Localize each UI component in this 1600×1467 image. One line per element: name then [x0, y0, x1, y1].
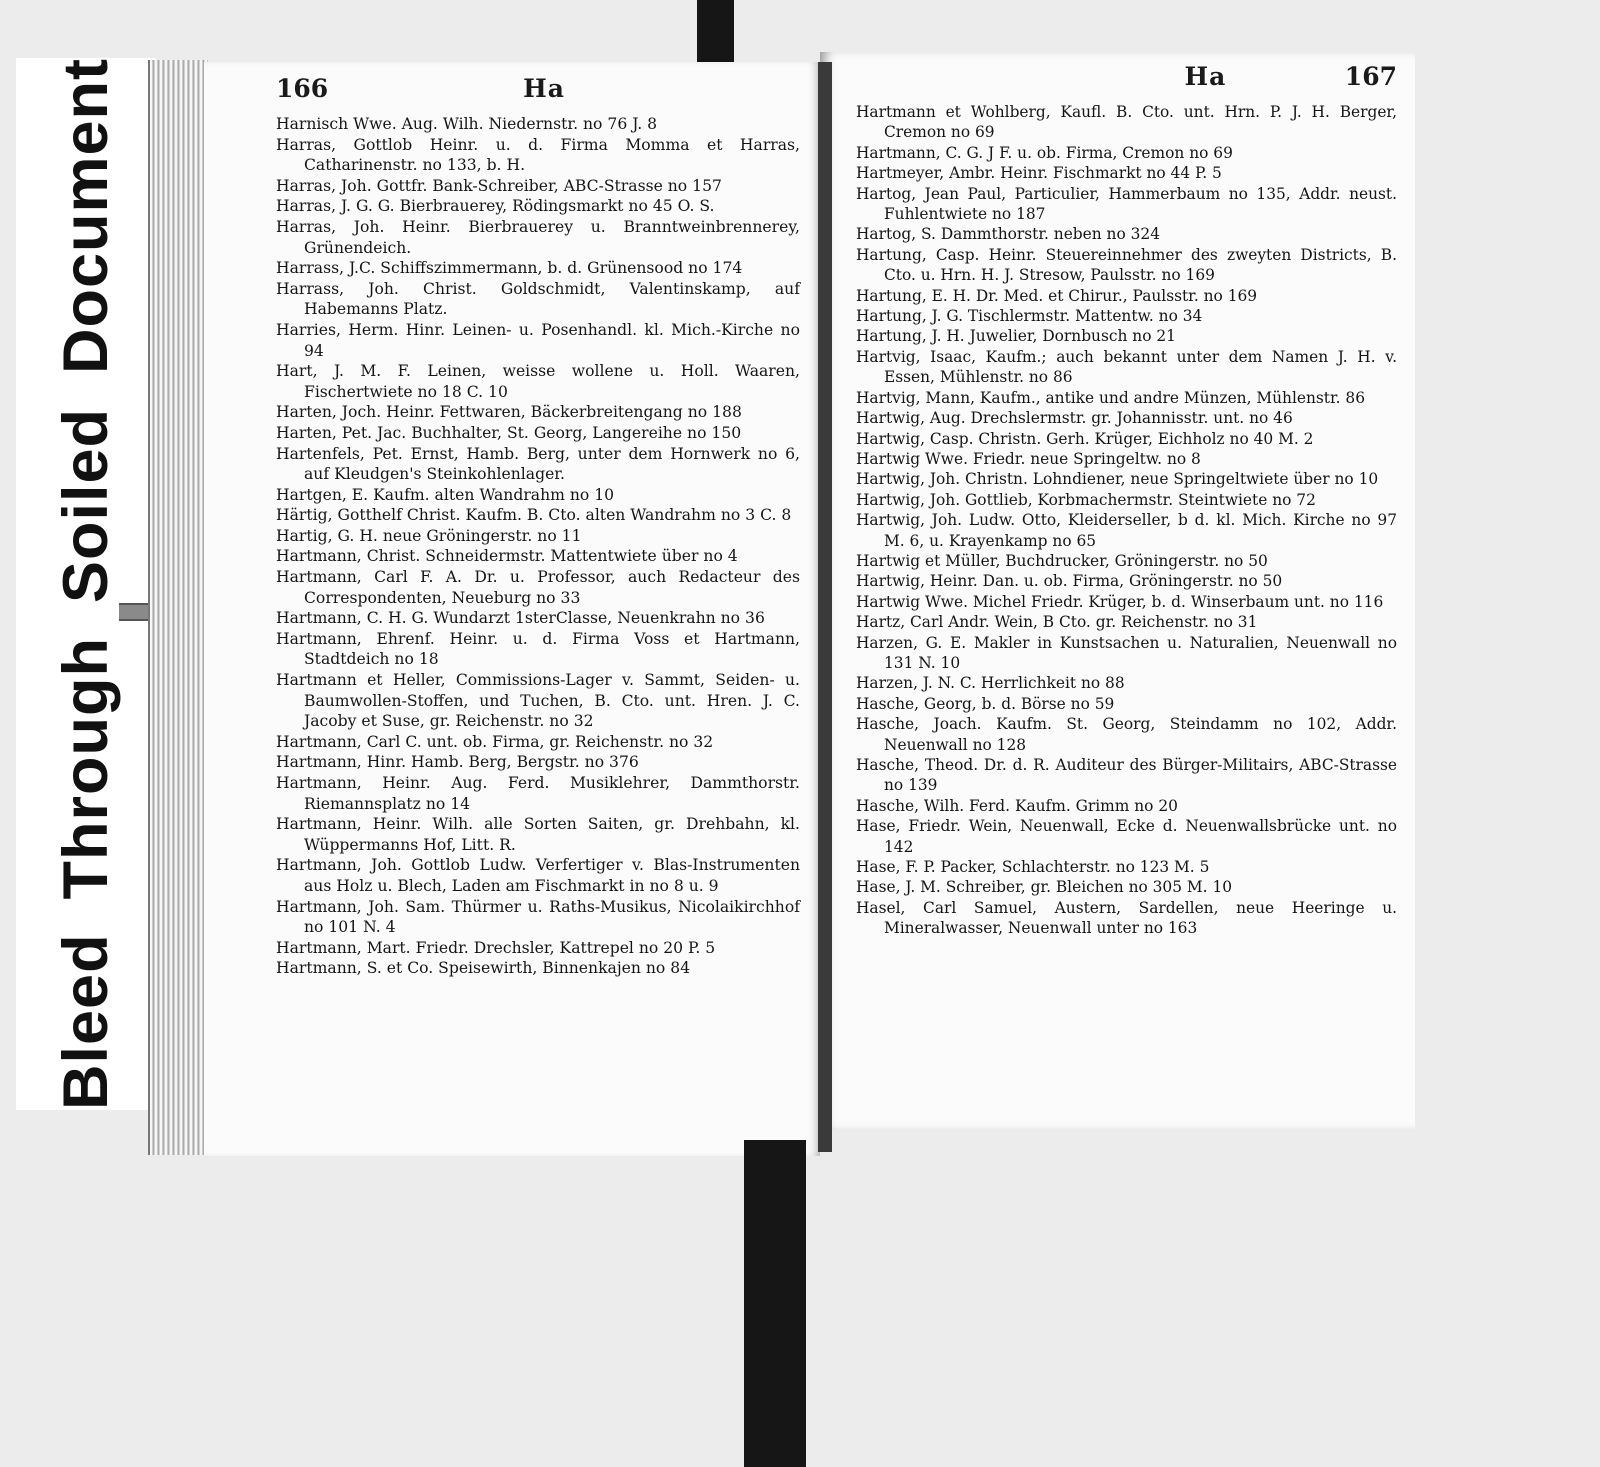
directory-entry: Harras, Gottlob Heinr. u. d. Firma Momma et Harras, Catharinenstr. no 133, b. H.	[276, 135, 800, 175]
directory-entry: Hartmann, Carl F. A. Dr. u. Professor, auch Redacteur des Correspondenten, Neueburg no 33	[276, 568, 800, 607]
left-page-number: 166	[276, 74, 329, 103]
directory-entry: Hartvig, Mann, Kaufm., antike und andre Münzen, Mühlenstr. 86	[856, 388, 1366, 407]
directory-entry: Hartz, Carl Andr. Wein, B Cto. gr. Reichenstr. no 31	[856, 613, 1258, 632]
right-page	[820, 52, 1415, 1130]
directory-entry: Hartmann, Joh. Sam. Thürmer u. Raths-Musikus, Nicolaikirchhof no 101 N. 4	[276, 897, 800, 937]
left-entry-list	[276, 114, 800, 979]
right-entry-list	[856, 102, 1397, 939]
directory-entry: Hartwig Wwe. Michel Friedr. Krüger, b. d. Winserbaum unt. no 116	[856, 592, 1384, 611]
directory-entry: Hartog, S. Dammthorstr. neben no 324	[856, 225, 1161, 244]
label-word-document: Document	[51, 58, 121, 375]
directory-entry: Hartwig, Joh. Christn. Lohndiener, neue Springeltwiete über no 10	[856, 470, 1379, 489]
directory-entry: Hase, F. P. Packer, Schlachterstr. no 123 M. 5	[856, 858, 1210, 877]
directory-entry: Harras, J. G. G. Bierbrauerey, Rödingsmarkt no 45 O. S.	[276, 197, 715, 216]
binding-strap-bottom	[744, 1140, 806, 1467]
directory-entry: Hartwig, Casp. Christn. Gerh. Krüger, Eichholz no 40 M. 2	[856, 429, 1314, 448]
directory-entry: Hartwig, Heinr. Dan. u. ob. Firma, Gröningerstr. no 50	[856, 572, 1283, 591]
directory-entry: Hartmann, C. H. G. Wundarzt 1sterClasse, Neuenkrahn no 36	[276, 609, 765, 628]
directory-entry: Harnisch Wwe. Aug. Wilh. Niedernstr. no 76 J. 8	[276, 115, 658, 133]
book-page-edges	[148, 60, 208, 1155]
directory-entry: Hartung, J. G. Tischlermstr. Mattentw. no 34	[856, 307, 1203, 326]
label-word-soiled: Soiled	[51, 408, 121, 604]
directory-entry: Harrass, Joh. Christ. Goldschmidt, Valentinskamp, auf Habemanns Platz.	[276, 279, 800, 319]
directory-entry: Hase, J. M. Schreiber, gr. Bleichen no 305 M. 10	[856, 878, 1233, 897]
directory-entry: Harzen, G. E. Makler in Kunstsachen u. Naturalien, Neuenwall no 131 N. 10	[856, 633, 1397, 672]
directory-entry: Hartmeyer, Ambr. Heinr. Fischmarkt no 44 P. 5	[856, 164, 1222, 183]
directory-entry: Hartmann, Joh. Gottlob Ludw. Verfertiger v. Blas-Instrumenten aus Holz u. Blech, Laden am Fischmarkt in no 8 u. 9	[276, 856, 800, 895]
directory-entry: Hartog, Jean Paul, Particulier, Hammerbaum no 135, Addr. neust. Fuhlentwiete no 187	[856, 184, 1397, 224]
directory-entry: Hasche, Joach. Kaufm. St. Georg, Steindamm no 102, Addr. Neuenwall no 128	[856, 715, 1397, 754]
directory-entry: Hasche, Wilh. Ferd. Kaufm. Grimm no 20	[856, 796, 1178, 815]
directory-entry: Hart, J. M. F. Leinen, weisse wollene u. Holl. Waaren, Fischertwiete no 18 C. 10	[276, 362, 800, 401]
directory-entry: Hartenfels, Pet. Ernst, Hamb. Berg, unter dem Hornwerk no 6, auf Kleudgen's Steinkohlenlager.	[276, 444, 800, 484]
directory-entry: Hartmann, Christ. Schneidermstr. Mattentwiete über no 4	[276, 547, 738, 566]
directory-entry: Hasche, Theod. Dr. d. R. Auditeur des Bürger-Militairs, ABC-Strasse no 139	[856, 756, 1397, 795]
directory-entry: Hase, Friedr. Wein, Neuenwall, Ecke d. Neuenwallsbrücke unt. no 142	[856, 817, 1397, 856]
directory-entry: Hartwig, Joh. Gottlieb, Korbmachermstr. Steintwiete no 72	[856, 490, 1316, 509]
book-gutter	[818, 62, 832, 1152]
right-page-header	[856, 62, 1397, 96]
directory-entry: Hartmann, Ehrenf. Heinr. u. d. Firma Voss et Hartmann, Stadtdeich no 18	[276, 629, 800, 669]
directory-entry: Harries, Herm. Hinr. Leinen- u. Posenhandl. kl. Mich.-Kirche no 94	[276, 320, 800, 360]
directory-entry: Harzen, J. N. C. Herrlichkeit no 88	[856, 674, 1125, 693]
directory-entry: Hartmann, Heinr. Wilh. alle Sorten Saiten, gr. Drehbahn, kl. Wüppermanns Hof, Litt. R.	[276, 815, 800, 854]
label-word-bleed: Bleed	[51, 933, 121, 1110]
directory-entry: Hartig, G. H. neue Gröningerstr. no 11	[276, 526, 582, 545]
label-word-through: Through	[51, 637, 121, 900]
directory-entry: Hartmann, Hinr. Hamb. Berg, Bergstr. no 376	[276, 753, 639, 772]
directory-entry: Hartmann et Wohlberg, Kaufl. B. Cto. unt. Hrn. P. J. H. Berger, Cremon no 69	[856, 103, 1397, 142]
right-running-head: Ha	[1184, 62, 1227, 91]
left-running-head: Ha	[523, 74, 565, 103]
directory-entry: Hartmann et Heller, Commissions-Lager v. Sammt, Seiden- u. Baumwollen-Stoffen, und Tuchen, B. Cto. unt. Hren. J. C. Jacoby et Suse, gr. Reichenstr. no 32	[276, 671, 800, 731]
right-page-number: 167	[1344, 62, 1397, 91]
directory-entry: Hartung, J. H. Juwelier, Dornbusch no 21	[856, 327, 1176, 346]
directory-entry: Harten, Joch. Heinr. Fettwaren, Bäckerbreitengang no 188	[276, 403, 742, 422]
archive-label-text	[16, 58, 156, 1110]
directory-entry: Hartwig Wwe. Friedr. neue Springeltw. no 8	[856, 449, 1201, 468]
directory-entry: Hartmann, C. G. J F. u. ob. Firma, Cremon no 69	[856, 143, 1233, 162]
directory-entry: Harten, Pet. Jac. Buchhalter, St. Georg, Langereihe no 150	[276, 423, 742, 442]
left-page	[204, 62, 820, 1156]
directory-entry: Hasel, Carl Samuel, Austern, Sardellen, neue Heeringe u. Mineralwasser, Neuenwall unter no 163	[856, 898, 1397, 938]
directory-entry: Hartwig et Müller, Buchdrucker, Gröningerstr. no 50	[856, 551, 1268, 570]
directory-entry: Hartmann, Carl C. unt. ob. Firma, gr. Reichenstr. no 32	[276, 732, 714, 751]
directory-entry: Hartung, E. H. Dr. Med. et Chirur., Paulsstr. no 169	[856, 286, 1258, 305]
directory-entry: Hartwig, Joh. Ludw. Otto, Kleiderseller, b d. kl. Mich. Kirche no 97 M. 6, u. Krayenkamp no 65	[856, 511, 1397, 550]
left-page-header	[276, 74, 800, 108]
directory-entry: Harrass, J.C. Schiffszimmermann, b. d. Grünensood no 174	[276, 259, 743, 278]
directory-entry: Harras, Joh. Gottfr. Bank-Schreiber, ABC-Strasse no 157	[276, 176, 722, 195]
directory-entry: Hasche, Georg, b. d. Börse no 59	[856, 694, 1115, 713]
directory-entry: Hartmann, S. et Co. Speisewirth, Binnenkajen no 84	[276, 959, 691, 978]
directory-entry: Hartung, Casp. Heinr. Steuereinnehmer des zweyten Districts, B. Cto. u. Hrn. H. J. Stresow, Paulsstr. no 169	[856, 245, 1397, 285]
directory-entry: Hartmann, Heinr. Aug. Ferd. Musiklehrer, Dammthorstr. Riemannsplatz no 14	[276, 774, 800, 813]
directory-entry: Hartgen, E. Kaufm. alten Wandrahm no 10	[276, 485, 615, 504]
directory-entry: Harras, Joh. Heinr. Bierbrauerey u. Branntweinbrennerey, Grünendeich.	[276, 217, 800, 257]
directory-entry: Härtig, Gotthelf Christ. Kaufm. B. Cto. alten Wandrahm no 3 C. 8	[276, 506, 792, 525]
directory-entry: Hartvig, Isaac, Kaufm.; auch bekannt unter dem Namen J. H. v. Essen, Mühlenstr. no 86	[856, 347, 1397, 387]
directory-entry: Hartwig, Aug. Drechslermstr. gr. Johannisstr. unt. no 46	[856, 409, 1293, 428]
directory-entry: Hartmann, Mart. Friedr. Drechsler, Kattrepel no 20 P. 5	[276, 938, 716, 957]
archive-label-card	[16, 58, 156, 1110]
